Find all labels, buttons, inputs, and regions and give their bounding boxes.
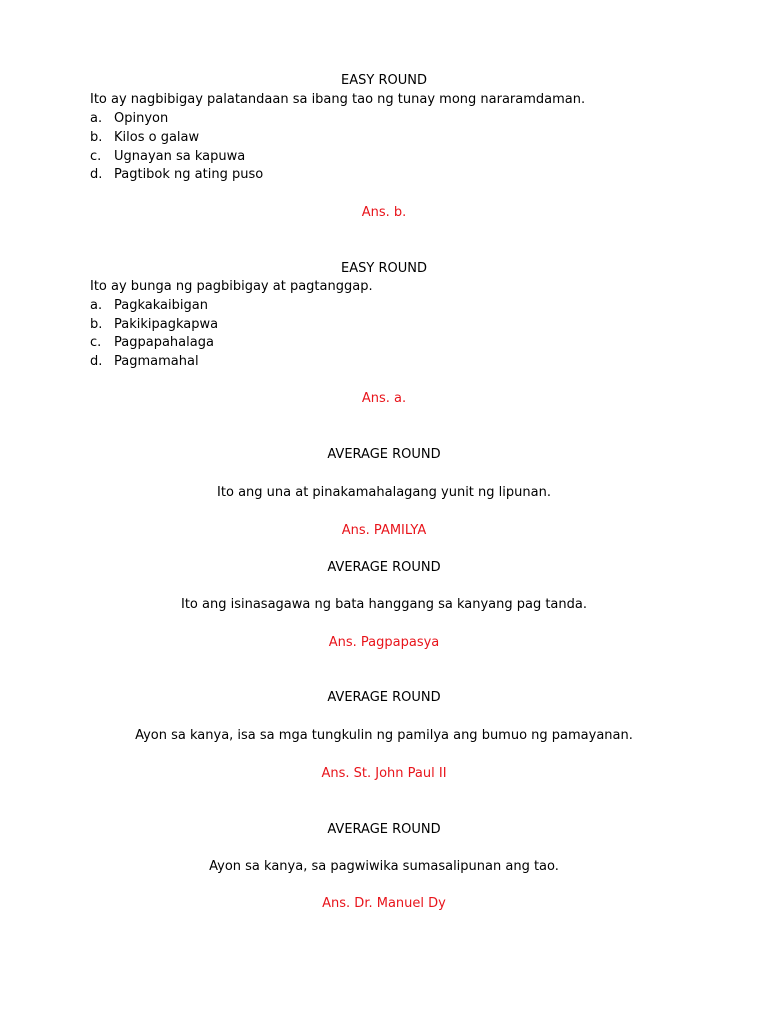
question-text: Ito ay nagbibigay palatandaan sa ibang tao ng tunay mong nararamdaman. <box>90 92 586 107</box>
answer-text: Ans. Pagpapasya <box>328 635 440 650</box>
question-text: Ito ang una at pinakamahalagang yunit ng lipunan. <box>217 485 551 500</box>
option-letter: b. <box>90 317 103 332</box>
option-letter: b. <box>90 130 103 145</box>
round-heading: AVERAGE ROUND <box>327 560 441 575</box>
option-letter: c. <box>90 335 102 350</box>
option-text: Pakikipagkapwa <box>114 317 219 332</box>
answer-text: Ans. PAMILYA <box>341 523 427 538</box>
option-letter: d. <box>90 354 103 369</box>
round-heading: EASY ROUND <box>341 261 427 276</box>
option-letter: c. <box>90 149 102 164</box>
option-text: Pagpapahalaga <box>114 335 214 350</box>
round-heading: EASY ROUND <box>341 73 427 88</box>
answer-text: Ans. b. <box>361 205 407 220</box>
round-heading: AVERAGE ROUND <box>327 690 441 705</box>
option-text: Kilos o galaw <box>114 130 200 145</box>
question-text: Ayon sa kanya, isa sa mga tungkulin ng pamilya ang bumuo ng pamayanan. <box>135 728 633 743</box>
question-text: Ayon sa kanya, sa pagwiwika sumasalipunan ang tao. <box>209 859 559 874</box>
option-letter: a. <box>90 298 103 313</box>
question-text: Ito ang isinasagawa ng bata hanggang sa kanyang pag tanda. <box>181 597 587 612</box>
option-text: Pagtibok ng ating puso <box>114 167 264 182</box>
answer-text: Ans. a. <box>361 391 407 406</box>
option-text: Pagkakaibigan <box>114 298 208 313</box>
option-text: Ugnayan sa kapuwa <box>114 149 246 164</box>
round-heading: AVERAGE ROUND <box>327 822 441 837</box>
option-text: Pagmamahal <box>114 354 199 369</box>
answer-text: Ans. St. John Paul II <box>321 766 447 781</box>
option-letter: d. <box>90 167 103 182</box>
option-letter: a. <box>90 111 103 126</box>
question-text: Ito ay bunga ng pagbibigay at pagtanggap. <box>90 279 373 294</box>
answer-text: Ans. Dr. Manuel Dy <box>322 896 446 911</box>
option-text: Opinyon <box>114 111 169 126</box>
round-heading: AVERAGE ROUND <box>327 447 441 462</box>
